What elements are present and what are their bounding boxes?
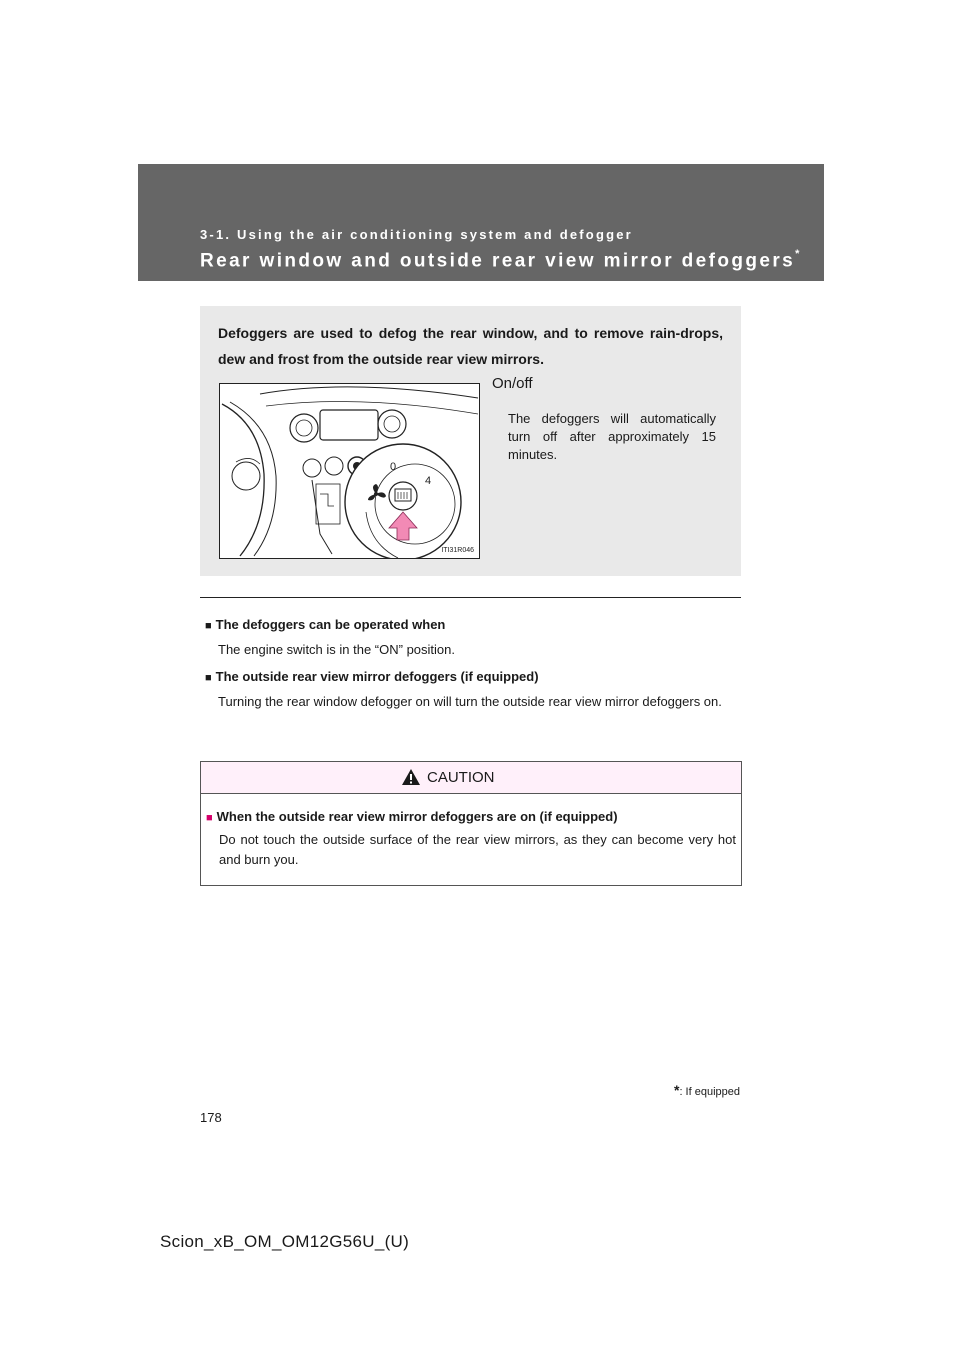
page-title — [200, 250, 799, 272]
note-heading-1 — [205, 617, 445, 632]
callout-title: On/off — [492, 375, 533, 392]
footnote — [674, 1082, 740, 1098]
svg-text:0: 0 — [390, 461, 397, 473]
note-heading-text: The defoggers can be operated when — [215, 617, 446, 632]
footnote-asterisk: * — [673, 1082, 680, 1098]
caution-body: Do not touch the outside surface of the rear view mirrors, as they can become very hot and burn you. — [219, 832, 736, 867]
caution-heading-text: When the outside rear view mirror defoggers are on (if equipped) — [216, 809, 618, 824]
bullet-square-icon: ■ — [206, 812, 213, 824]
footnote-text: : If equipped — [679, 1086, 740, 1098]
caution-heading — [206, 809, 618, 824]
warning-triangle-icon — [401, 768, 421, 786]
intro-text: Defoggers are used to defog the rear window, and to remove rain-drops, dew and frost from the outside rear view mirrors. — [218, 325, 723, 367]
page-number: 178 — [200, 1110, 222, 1125]
divider — [200, 597, 741, 598]
note-body-1: The engine switch is in the “ON” position. — [218, 642, 455, 657]
note-body-2: Turning the rear window defogger on will turn the outside rear view mirror defoggers on. — [218, 694, 722, 709]
bullet-square-icon: ■ — [205, 672, 212, 684]
document-code: Scion_xB_OM_OM12G56U_(U) — [160, 1232, 410, 1251]
title-asterisk: * — [795, 248, 800, 260]
note-heading-text: The outside rear view mirror defoggers (if equipped) — [215, 669, 539, 684]
caution-header — [201, 762, 741, 794]
dashboard-figure — [219, 383, 480, 559]
bullet-square-icon: ■ — [205, 620, 212, 632]
page-title-text: Rear window and outside rear view mirror defoggers — [200, 250, 796, 272]
section-label: 3-1. Using the air conditioning system and defogger — [200, 227, 633, 242]
dashboard-illustration — [220, 384, 479, 558]
svg-text:4: 4 — [425, 475, 432, 487]
caution-box — [200, 761, 742, 886]
note-heading-2 — [205, 669, 539, 684]
callout-text: The defoggers will automatically turn off after approximately 15 minutes. — [508, 411, 716, 462]
figure-code: ITI31R046 — [441, 547, 474, 554]
caution-label: CAUTION — [427, 769, 495, 786]
